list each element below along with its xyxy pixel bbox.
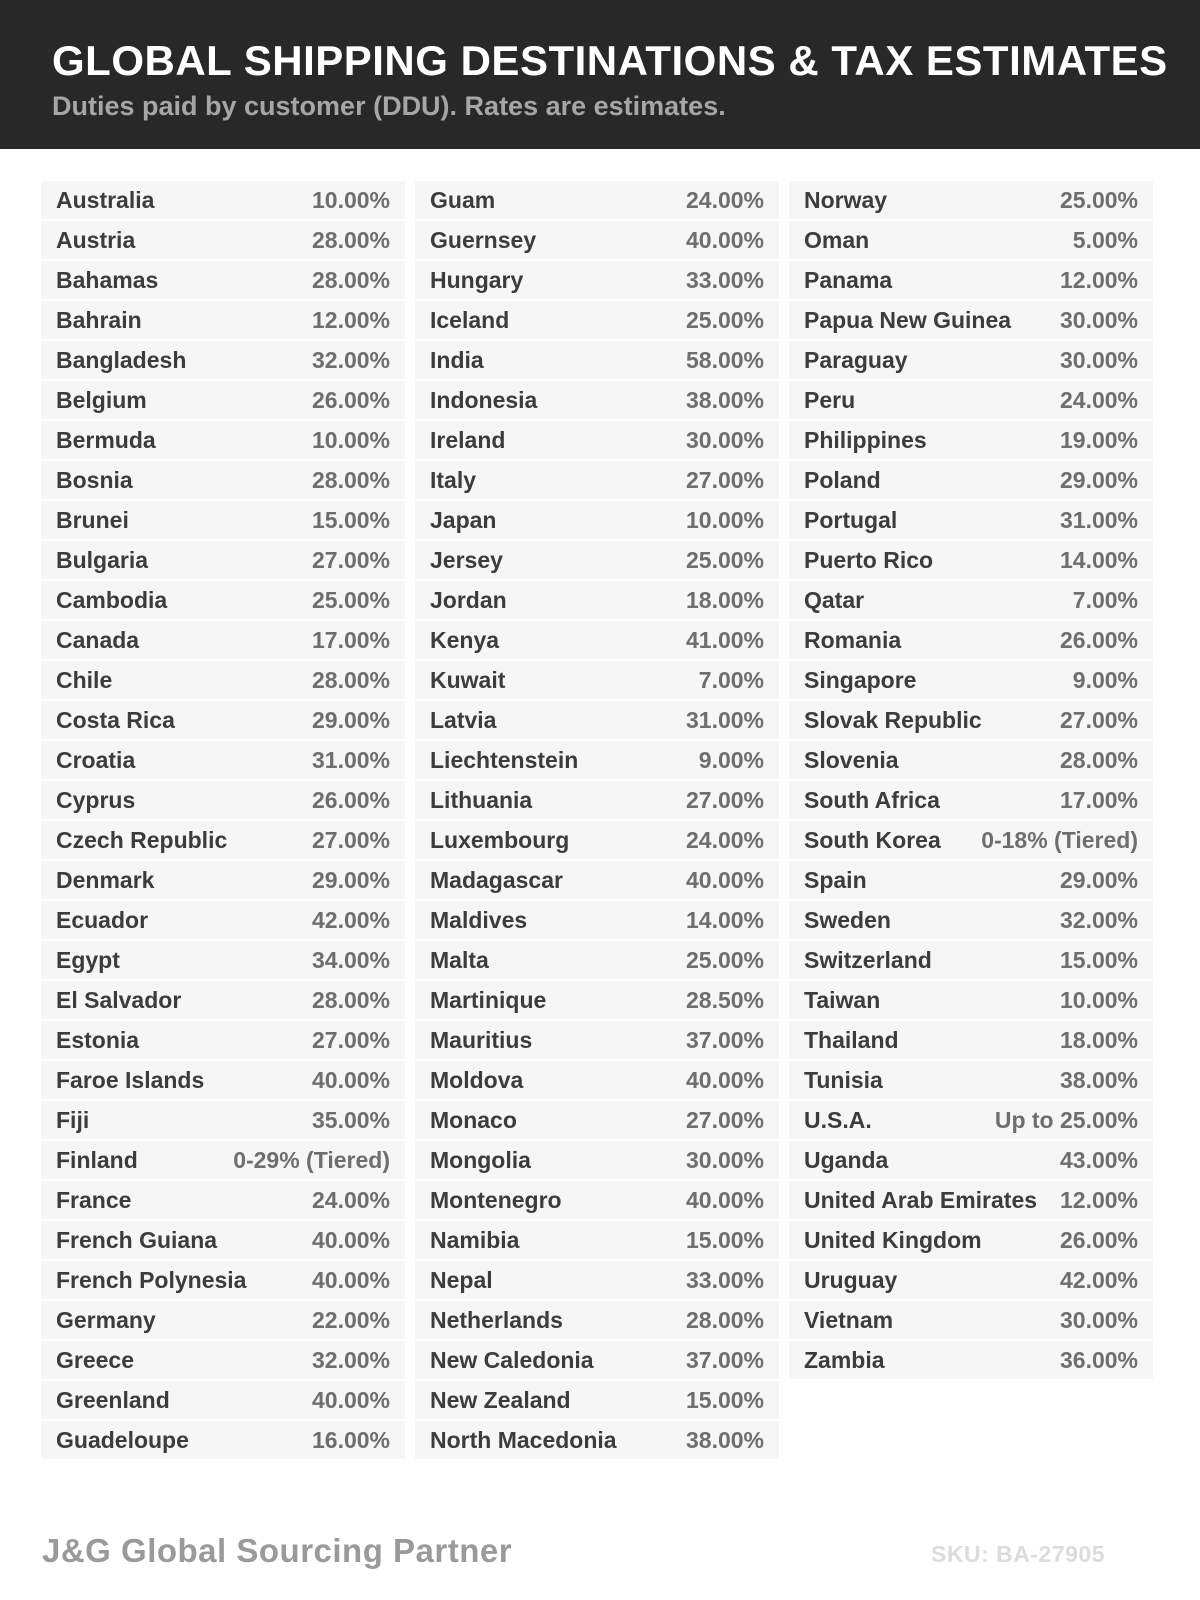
table-row <box>415 1181 779 1219</box>
table-row <box>415 261 779 299</box>
table-row <box>41 301 405 339</box>
tax-rate: 12.00% <box>1059 1186 1138 1213</box>
country-name: Cyprus <box>56 786 136 813</box>
table-row <box>789 1261 1153 1299</box>
country-name: Moldova <box>430 1066 524 1093</box>
country-name: Austria <box>56 226 136 253</box>
country-name: New Zealand <box>430 1386 571 1413</box>
table-row <box>41 781 405 819</box>
table-row <box>415 1061 779 1099</box>
country-name: Tunisia <box>804 1066 883 1093</box>
table-row <box>789 781 1153 819</box>
tax-rate: 40.00% <box>311 1226 390 1253</box>
table-row <box>41 181 405 219</box>
country-name: Luxembourg <box>430 826 570 853</box>
table-row <box>789 621 1153 659</box>
table-row <box>41 1101 405 1139</box>
country-name: Netherlands <box>430 1306 563 1333</box>
table-row <box>789 381 1153 419</box>
brand-name: J&G Global Sourcing Partner <box>42 1532 513 1569</box>
country-name: Oman <box>804 226 870 253</box>
country-name: Ecuador <box>56 906 149 933</box>
table-row <box>415 661 779 699</box>
table-row <box>789 1101 1153 1139</box>
country-name: Taiwan <box>804 986 881 1013</box>
page-subtitle: Duties paid by customer (DDU). Rates are estimates. <box>52 91 726 121</box>
country-name: Zambia <box>804 1346 885 1373</box>
table-row <box>415 1261 779 1299</box>
sku-label: SKU: BA-27905 <box>931 1541 1105 1567</box>
tax-rate: 34.00% <box>311 946 390 973</box>
country-name: Australia <box>56 186 155 213</box>
table-row <box>415 1381 779 1419</box>
tax-rate: 12.00% <box>1059 266 1138 293</box>
tax-rate: 31.00% <box>311 746 390 773</box>
tax-rate: 17.00% <box>311 626 390 653</box>
table-row <box>41 701 405 739</box>
tax-rate: 29.00% <box>1059 466 1138 493</box>
table-row <box>415 501 779 539</box>
table-row <box>415 541 779 579</box>
tax-rate: 28.00% <box>1059 746 1138 773</box>
tax-rate: 40.00% <box>685 1066 764 1093</box>
tax-rate: 29.00% <box>1059 866 1138 893</box>
country-name: Martinique <box>430 986 547 1013</box>
table-row <box>789 1221 1153 1259</box>
tax-rate: 38.00% <box>685 1426 764 1453</box>
country-name: Jersey <box>430 546 503 573</box>
country-name: Malta <box>430 946 489 973</box>
country-name: Switzerland <box>804 946 932 973</box>
tax-rate: 27.00% <box>685 466 764 493</box>
tax-rate: 0-18% (Tiered) <box>981 826 1138 853</box>
tax-rate: 24.00% <box>311 1186 390 1213</box>
country-name: Bahamas <box>56 266 159 293</box>
tax-rate: 9.00% <box>698 746 764 773</box>
country-name: Monaco <box>430 1106 517 1133</box>
country-name: Paraguay <box>804 346 908 373</box>
country-name: Liechtenstein <box>430 746 579 773</box>
table-row <box>41 261 405 299</box>
table-row <box>789 1061 1153 1099</box>
tax-rate: 10.00% <box>1059 986 1138 1013</box>
country-name: Ireland <box>430 426 506 453</box>
table-column-2 <box>415 181 779 1461</box>
tax-rate: 58.00% <box>685 346 764 373</box>
tax-rate: 27.00% <box>685 786 764 813</box>
country-name: Chile <box>56 666 113 693</box>
tax-rate: 28.00% <box>311 266 390 293</box>
country-name: Italy <box>430 466 477 493</box>
table-row <box>789 1141 1153 1179</box>
table-row <box>415 741 779 779</box>
tax-rate: 35.00% <box>311 1106 390 1133</box>
table-row <box>41 661 405 699</box>
country-name: Japan <box>430 506 497 533</box>
tax-rate: 30.00% <box>685 426 764 453</box>
table-row <box>41 221 405 259</box>
table-row <box>41 861 405 899</box>
country-name: Lithuania <box>430 786 533 813</box>
tax-rate: 10.00% <box>311 186 390 213</box>
table-column-3 <box>789 181 1153 1381</box>
country-name: Bangladesh <box>56 346 187 373</box>
table-row <box>415 381 779 419</box>
table-row <box>415 1301 779 1339</box>
tax-rate: 30.00% <box>685 1146 764 1173</box>
country-name: North Macedonia <box>430 1426 617 1453</box>
tax-rate: 33.00% <box>685 266 764 293</box>
tax-rate: 17.00% <box>1059 786 1138 813</box>
country-name: Bahrain <box>56 306 142 333</box>
table-row <box>415 981 779 1019</box>
tax-rate: 10.00% <box>685 506 764 533</box>
tax-rate: 15.00% <box>685 1226 764 1253</box>
rates-table <box>41 181 1153 1461</box>
table-row <box>41 1181 405 1219</box>
header-banner <box>0 0 1200 149</box>
table-column-1 <box>41 181 405 1461</box>
table-row <box>41 901 405 939</box>
tax-rate: 26.00% <box>1059 626 1138 653</box>
tax-rate: 37.00% <box>685 1346 764 1373</box>
country-name: Panama <box>804 266 893 293</box>
table-row <box>789 981 1153 1019</box>
country-name: France <box>56 1186 132 1213</box>
table-row <box>41 1061 405 1099</box>
table-row <box>41 1341 405 1379</box>
table-row <box>789 861 1153 899</box>
table-row <box>415 221 779 259</box>
country-name: Egypt <box>56 946 120 973</box>
tax-rate: 26.00% <box>1059 1226 1138 1253</box>
country-name: Finland <box>56 1146 138 1173</box>
table-row <box>789 1181 1153 1219</box>
country-name: South Korea <box>804 826 941 853</box>
tax-rate: 40.00% <box>685 866 764 893</box>
country-name: Vietnam <box>804 1306 894 1333</box>
tax-rate: 43.00% <box>1059 1146 1138 1173</box>
tax-rate: 14.00% <box>685 906 764 933</box>
country-name: Portugal <box>804 506 898 533</box>
tax-rate: 27.00% <box>685 1106 764 1133</box>
table-row <box>41 1261 405 1299</box>
table-row <box>415 1221 779 1259</box>
tax-rate: 5.00% <box>1072 226 1138 253</box>
country-name: Nepal <box>430 1266 493 1293</box>
tax-rate: 25.00% <box>311 586 390 613</box>
tax-rate: 32.00% <box>311 1346 390 1373</box>
tax-rate: 42.00% <box>311 906 390 933</box>
table-row <box>415 461 779 499</box>
country-name: Sweden <box>804 906 891 933</box>
tax-rate: 30.00% <box>1059 1306 1138 1333</box>
tax-rate: 18.00% <box>685 586 764 613</box>
tax-rate: 24.00% <box>1059 386 1138 413</box>
country-name: French Guiana <box>56 1226 218 1253</box>
tax-rate: 12.00% <box>311 306 390 333</box>
country-name: Namibia <box>430 1226 520 1253</box>
table-row <box>789 941 1153 979</box>
table-row <box>41 341 405 379</box>
tax-rate: 24.00% <box>685 826 764 853</box>
table-row <box>789 181 1153 219</box>
tax-rate: 0-29% (Tiered) <box>233 1146 390 1173</box>
tax-rate: 32.00% <box>311 346 390 373</box>
table-row <box>789 1301 1153 1339</box>
tax-rate: 40.00% <box>685 226 764 253</box>
table-row <box>415 1101 779 1139</box>
tax-rate: 25.00% <box>685 946 764 973</box>
country-name: Faroe Islands <box>56 1066 205 1093</box>
tax-rate: 37.00% <box>685 1026 764 1053</box>
table-row <box>415 861 779 899</box>
country-name: Indonesia <box>430 386 538 413</box>
table-row <box>41 461 405 499</box>
table-row <box>789 741 1153 779</box>
table-row <box>415 821 779 859</box>
country-name: Singapore <box>804 666 917 693</box>
tax-rate: 33.00% <box>685 1266 764 1293</box>
tax-rate: 7.00% <box>698 666 764 693</box>
tax-rate: 10.00% <box>311 426 390 453</box>
table-row <box>41 981 405 1019</box>
footer <box>42 1532 1105 1570</box>
tax-rate: 14.00% <box>1059 546 1138 573</box>
tax-rate: 38.00% <box>1059 1066 1138 1093</box>
table-row <box>41 581 405 619</box>
tax-rate: 28.00% <box>311 986 390 1013</box>
tax-rate: 27.00% <box>311 826 390 853</box>
country-name: Kuwait <box>430 666 506 693</box>
tax-rate: 28.50% <box>685 986 764 1013</box>
country-name: Montenegro <box>430 1186 562 1213</box>
table-row <box>789 661 1153 699</box>
country-name: India <box>430 346 484 373</box>
tax-rate: 16.00% <box>311 1426 390 1453</box>
country-name: Fiji <box>56 1106 90 1133</box>
tax-rate: 40.00% <box>311 1266 390 1293</box>
tax-rate: 31.00% <box>685 706 764 733</box>
table-row <box>789 221 1153 259</box>
table-row <box>415 621 779 659</box>
country-name: Bulgaria <box>56 546 149 573</box>
country-name: Norway <box>804 186 888 213</box>
country-name: Slovak Republic <box>804 706 982 733</box>
table-row <box>789 1341 1153 1379</box>
tax-rate: 36.00% <box>1059 1346 1138 1373</box>
table-row <box>789 901 1153 939</box>
tax-rate: 24.00% <box>685 186 764 213</box>
table-row <box>41 381 405 419</box>
country-name: Maldives <box>430 906 528 933</box>
country-name: Costa Rica <box>56 706 175 733</box>
country-name: United Arab Emirates <box>804 1186 1038 1213</box>
country-name: Brunei <box>56 506 129 533</box>
table-row <box>415 1421 779 1459</box>
country-name: Belgium <box>56 386 147 413</box>
country-name: French Polynesia <box>56 1266 247 1293</box>
country-name: Jordan <box>430 586 507 613</box>
country-name: Uruguay <box>804 1266 898 1293</box>
country-name: Bermuda <box>56 426 156 453</box>
tax-rate: 27.00% <box>311 1026 390 1053</box>
country-name: El Salvador <box>56 986 182 1013</box>
country-name: Mongolia <box>430 1146 531 1173</box>
tax-rate: 29.00% <box>311 866 390 893</box>
country-name: Guernsey <box>430 226 537 253</box>
tax-rate: 15.00% <box>311 506 390 533</box>
table-row <box>789 421 1153 459</box>
country-name: Puerto Rico <box>804 546 934 573</box>
country-name: Cambodia <box>56 586 168 613</box>
tax-rate: 28.00% <box>311 226 390 253</box>
country-name: Uganda <box>804 1146 889 1173</box>
country-name: Philippines <box>804 426 927 453</box>
country-name: Croatia <box>56 746 136 773</box>
country-name: Papua New Guinea <box>804 306 1012 333</box>
country-name: Greece <box>56 1346 135 1373</box>
tax-rate: 25.00% <box>685 306 764 333</box>
country-name: South Africa <box>804 786 940 813</box>
country-name: Spain <box>804 866 867 893</box>
tax-rate: 19.00% <box>1059 426 1138 453</box>
table-row <box>415 781 779 819</box>
tax-rate: 15.00% <box>685 1386 764 1413</box>
tax-rate: 7.00% <box>1072 586 1138 613</box>
tax-rate: 28.00% <box>311 466 390 493</box>
table-row <box>41 821 405 859</box>
table-row <box>41 1381 405 1419</box>
country-name: Romania <box>804 626 902 653</box>
table-row <box>789 1021 1153 1059</box>
tax-rate: 22.00% <box>311 1306 390 1333</box>
tax-rate: 32.00% <box>1059 906 1138 933</box>
table-row <box>415 581 779 619</box>
country-name: Mauritius <box>430 1026 533 1053</box>
table-row <box>41 421 405 459</box>
tax-rate: 40.00% <box>311 1386 390 1413</box>
table-row <box>41 501 405 539</box>
table-row <box>41 1021 405 1059</box>
country-name: Guadeloupe <box>56 1426 189 1453</box>
table-row <box>41 1421 405 1459</box>
table-row <box>41 541 405 579</box>
table-row <box>789 821 1153 859</box>
tax-rate: 30.00% <box>1059 346 1138 373</box>
table-row <box>789 541 1153 579</box>
country-name: Bosnia <box>56 466 133 493</box>
country-name: Kenya <box>430 626 500 653</box>
table-row <box>789 581 1153 619</box>
tax-rate: 41.00% <box>685 626 764 653</box>
table-row <box>415 181 779 219</box>
tax-rate: 28.00% <box>685 1306 764 1333</box>
tax-rate: 31.00% <box>1059 506 1138 533</box>
table-row <box>789 701 1153 739</box>
country-name: Latvia <box>430 706 497 733</box>
tax-rate: 29.00% <box>311 706 390 733</box>
table-row <box>789 261 1153 299</box>
table-row <box>415 941 779 979</box>
country-name: Germany <box>56 1306 156 1333</box>
table-row <box>789 461 1153 499</box>
country-name: Qatar <box>804 586 865 613</box>
country-name: Thailand <box>804 1026 899 1053</box>
page-title: GLOBAL SHIPPING DESTINATIONS & TAX ESTIMATES <box>52 37 1168 84</box>
table-row <box>415 301 779 339</box>
country-name: Canada <box>56 626 140 653</box>
table-row <box>789 341 1153 379</box>
country-name: New Caledonia <box>430 1346 594 1373</box>
tax-rate: 30.00% <box>1059 306 1138 333</box>
table-row <box>415 901 779 939</box>
tax-rate: 40.00% <box>685 1186 764 1213</box>
table-row <box>41 1301 405 1339</box>
tax-rate: 15.00% <box>1059 946 1138 973</box>
table-row <box>41 741 405 779</box>
country-name: Peru <box>804 386 856 413</box>
tax-rate: 26.00% <box>311 786 390 813</box>
country-name: Madagascar <box>430 866 563 893</box>
country-name: Czech Republic <box>56 826 228 853</box>
table-row <box>415 341 779 379</box>
country-name: Slovenia <box>804 746 899 773</box>
tax-rate: 27.00% <box>311 546 390 573</box>
tax-rate: 9.00% <box>1072 666 1138 693</box>
table-row <box>415 1341 779 1379</box>
tax-rate: 18.00% <box>1059 1026 1138 1053</box>
tax-rate: 40.00% <box>311 1066 390 1093</box>
table-row <box>41 941 405 979</box>
country-name: Iceland <box>430 306 510 333</box>
country-name: Hungary <box>430 266 524 293</box>
table-row <box>415 701 779 739</box>
table-row <box>41 621 405 659</box>
tax-rate: 42.00% <box>1059 1266 1138 1293</box>
tax-rate: Up to 25.00% <box>994 1106 1138 1133</box>
table-row <box>41 1141 405 1179</box>
country-name: Guam <box>430 186 496 213</box>
tax-rate: 25.00% <box>685 546 764 573</box>
table-row <box>41 1221 405 1259</box>
country-name: Poland <box>804 466 881 493</box>
table-row <box>789 301 1153 339</box>
table-row <box>789 501 1153 539</box>
table-row <box>415 1141 779 1179</box>
country-name: U.S.A. <box>804 1106 872 1133</box>
country-name: United Kingdom <box>804 1226 982 1253</box>
country-name: Estonia <box>56 1026 140 1053</box>
tax-rate: 28.00% <box>311 666 390 693</box>
country-name: Denmark <box>56 866 155 893</box>
table-row <box>415 1021 779 1059</box>
tax-rate: 27.00% <box>1059 706 1138 733</box>
tax-rate: 25.00% <box>1059 186 1138 213</box>
tax-rate: 26.00% <box>311 386 390 413</box>
table-row <box>415 421 779 459</box>
tax-rate: 38.00% <box>685 386 764 413</box>
country-name: Greenland <box>56 1386 170 1413</box>
